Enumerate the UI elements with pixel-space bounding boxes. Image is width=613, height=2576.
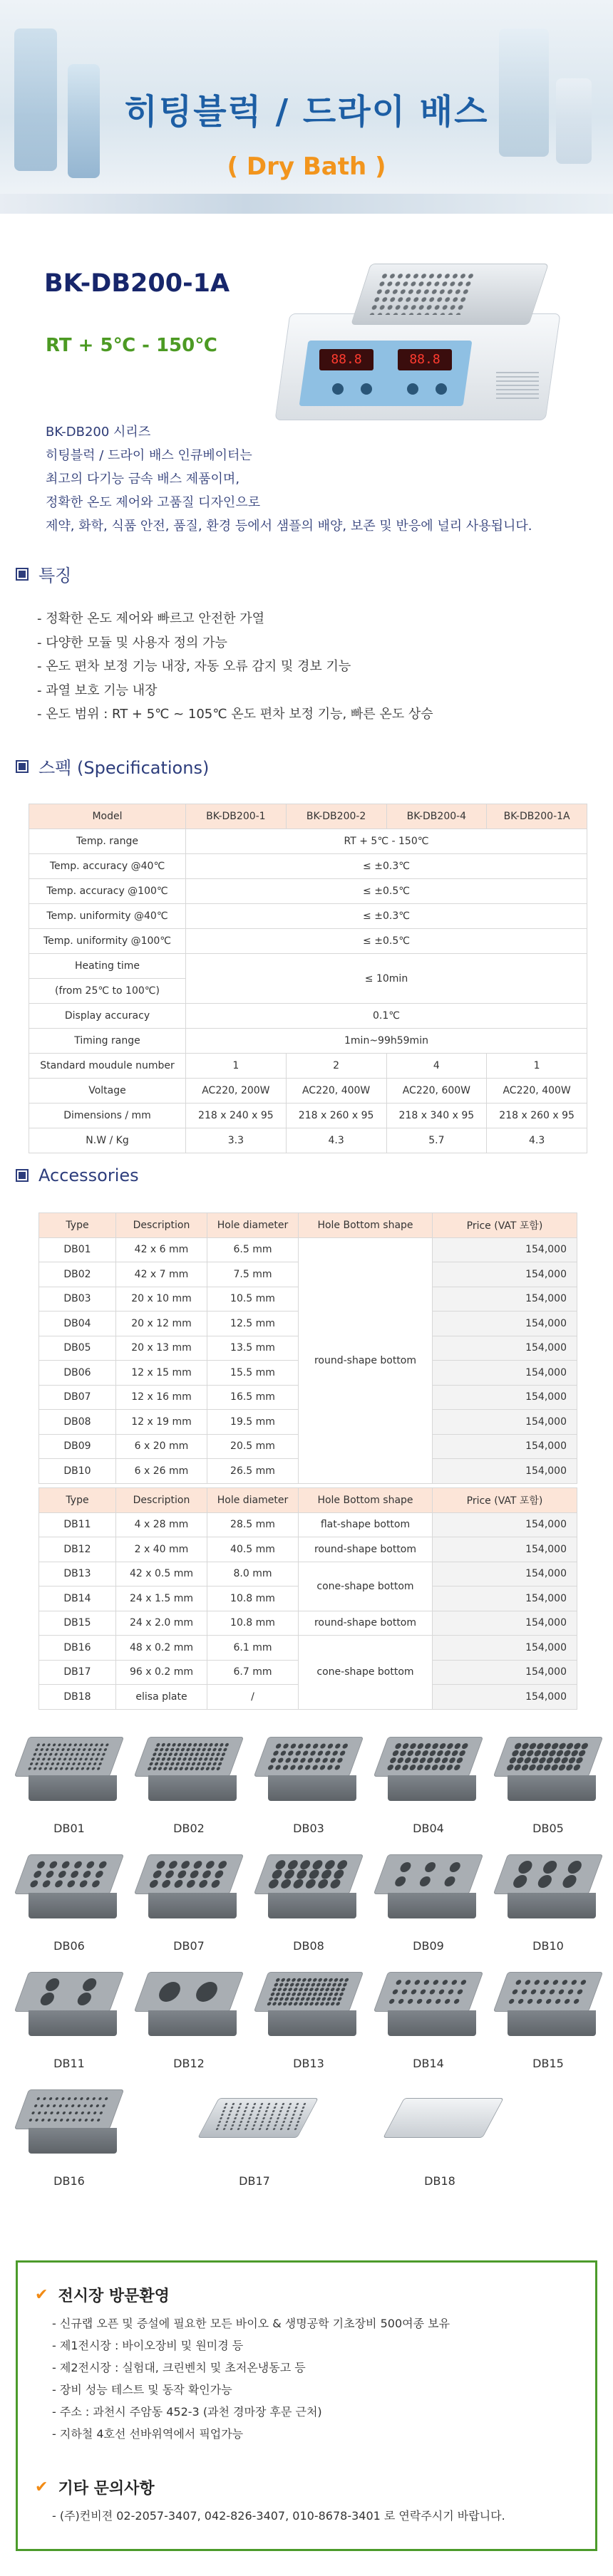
diameter-cell: 8.0 mm xyxy=(207,1562,299,1586)
type-cell: DB06 xyxy=(39,1361,116,1386)
description-cell: 20 x 13 mm xyxy=(116,1336,207,1361)
type-cell: DB12 xyxy=(39,1537,116,1562)
row-label: Heating time xyxy=(29,954,186,979)
price-cell: 154,000 xyxy=(433,1636,577,1661)
row-label: Temp. uniformity @100℃ xyxy=(29,929,186,954)
intro-line: 정확한 온도 제어와 고품질 디자인으로 xyxy=(46,495,261,510)
table-cell: 1 xyxy=(186,1054,287,1079)
block-shape xyxy=(261,1972,356,2037)
block-side xyxy=(29,2010,117,2036)
type-cell: DB14 xyxy=(39,1586,116,1611)
price-cell: 154,000 xyxy=(433,1611,577,1636)
table-cell: AC220, 400W xyxy=(487,1079,587,1103)
type-cell: DB09 xyxy=(39,1434,116,1459)
accessories-table-2 xyxy=(38,1487,577,1710)
description-cell: elisa plate xyxy=(116,1685,207,1710)
column-header: Hole diameter xyxy=(207,1213,299,1238)
notice-item: - 지하철 4호선 선바위역에서 픽업가능 xyxy=(52,2427,244,2441)
diameter-cell: 10.5 mm xyxy=(207,1287,299,1312)
column-header: Model xyxy=(29,804,186,829)
block-holes xyxy=(26,1860,111,1889)
price-cell: 154,000 xyxy=(433,1385,577,1410)
panel-button-icon xyxy=(361,383,372,395)
type-cell: DB07 xyxy=(39,1385,116,1410)
table-row xyxy=(29,854,587,879)
type-cell: DB05 xyxy=(39,1336,116,1361)
diameter-cell: 16.5 mm xyxy=(207,1385,299,1410)
specs-heading xyxy=(17,754,209,779)
heating-block-db04 xyxy=(375,1724,482,1838)
table-row xyxy=(29,879,587,904)
block-label: DB10 xyxy=(532,1939,564,1953)
features-heading xyxy=(17,561,71,586)
table-cell: ≤ 10min xyxy=(186,954,587,1004)
table-cell: 1min~99h59min xyxy=(186,1029,587,1054)
column-header: BK-DB200-1A xyxy=(487,804,587,829)
table-row xyxy=(39,1636,577,1661)
table-header-row xyxy=(39,1488,577,1513)
block-holes xyxy=(266,1978,351,2006)
accessories-heading xyxy=(17,1165,139,1185)
block-shape xyxy=(141,1737,237,1802)
block-shape xyxy=(500,1737,596,1802)
block-label: DB13 xyxy=(293,2057,324,2070)
table-row xyxy=(39,1237,577,1262)
block-shape xyxy=(261,1854,356,1920)
block-label: DB09 xyxy=(413,1939,444,1953)
block-holes xyxy=(26,2095,111,2124)
block-label: DB12 xyxy=(173,2057,205,2070)
description-cell: 24 x 2.0 mm xyxy=(116,1611,207,1636)
block-holes xyxy=(266,1860,351,1889)
block-label: DB11 xyxy=(53,2057,85,2070)
shape-cell: round-shape bottom xyxy=(299,1237,433,1483)
intro-line: 최고의 다기능 금속 배스 제품이며, xyxy=(46,472,240,487)
diameter-cell: 40.5 mm xyxy=(207,1537,299,1562)
price-cell: 154,000 xyxy=(433,1660,577,1685)
column-header: Hole diameter xyxy=(207,1488,299,1513)
description-cell: 24 x 1.5 mm xyxy=(116,1586,207,1611)
block-holes xyxy=(146,1860,231,1889)
notice-item: - (주)컨비젼 02-2057-3407, 042-826-3407, 010-8678-3401 로 연락주시기 바랍니다. xyxy=(52,2509,505,2523)
row-label: Temp. accuracy @100℃ xyxy=(29,879,186,904)
column-header: BK-DB200-2 xyxy=(286,804,386,829)
price-cell: 154,000 xyxy=(433,1562,577,1586)
description-cell: 96 x 0.2 mm xyxy=(116,1660,207,1685)
price-cell: 154,000 xyxy=(433,1512,577,1537)
heating-block-db16 xyxy=(16,2077,123,2191)
block-shape xyxy=(500,1854,596,1920)
section-title: 스펙 (Specifications) xyxy=(38,758,210,778)
panel-button-icon xyxy=(407,383,418,395)
row-label: Dimensions / mm xyxy=(29,1103,186,1128)
block-side xyxy=(29,1775,117,1801)
type-cell: DB16 xyxy=(39,1636,116,1661)
price-cell: 154,000 xyxy=(433,1459,577,1484)
type-cell: DB01 xyxy=(39,1237,116,1262)
column-header: Description xyxy=(116,1213,207,1238)
diameter-cell: 19.5 mm xyxy=(207,1410,299,1435)
table-cell: AC220, 400W xyxy=(286,1079,386,1103)
page-title: 히팅블럭 / 드라이 배스 xyxy=(124,92,489,132)
table-row xyxy=(39,1512,577,1537)
hero-banner xyxy=(0,0,613,214)
block-shape xyxy=(500,1972,596,2037)
block-holes xyxy=(386,1743,470,1771)
block-holes xyxy=(505,1860,590,1889)
table-cell: 4 xyxy=(386,1054,487,1079)
feature-item: - 온도 편차 보정 기능 내장, 자동 오류 감지 및 경보 기능 xyxy=(37,659,351,674)
table-row xyxy=(29,1004,587,1029)
block-label: DB01 xyxy=(53,1822,85,1835)
table-cell: 0.1℃ xyxy=(186,1004,587,1029)
section-bullet-icon xyxy=(17,569,27,579)
banner-strip xyxy=(0,194,613,214)
block-holes xyxy=(213,2102,309,2131)
diameter-cell: 6.7 mm xyxy=(207,1660,299,1685)
description-cell: 4 x 28 mm xyxy=(116,1512,207,1537)
block-label: DB14 xyxy=(413,2057,444,2070)
table-row xyxy=(29,1029,587,1054)
table-row xyxy=(39,1562,577,1586)
feature-item: - 다양한 모듈 및 사용자 정의 가능 xyxy=(37,635,227,650)
shape-cell: cone-shape bottom xyxy=(299,1562,433,1611)
column-header: Price (VAT 포함) xyxy=(433,1213,577,1238)
type-cell: DB08 xyxy=(39,1410,116,1435)
table-cell: 4.3 xyxy=(286,1128,386,1153)
intro-line: 히팅블럭 / 드라이 배스 인큐베이터는 xyxy=(46,448,252,463)
heating-block xyxy=(368,272,474,315)
description-cell: 48 x 0.2 mm xyxy=(116,1636,207,1661)
block-shape xyxy=(21,2089,117,2155)
notice-item: - 신규랩 오픈 및 증설에 필요한 모든 바이오 & 생명공학 기초장비 500여종 보유 xyxy=(52,2317,450,2330)
notice-item: - 장비 성능 테스트 및 동작 확인가능 xyxy=(52,2383,232,2396)
block-holes xyxy=(505,1743,590,1771)
row-label: Standard moudule number xyxy=(29,1054,186,1079)
block-label: DB18 xyxy=(424,2174,455,2188)
block-side xyxy=(388,1775,476,1801)
row-label: Timing range xyxy=(29,1029,186,1054)
description-cell: 42 x 0.5 mm xyxy=(116,1562,207,1586)
type-cell: DB11 xyxy=(39,1512,116,1537)
notice-box xyxy=(16,2260,597,2551)
table-row xyxy=(29,829,587,854)
heating-block-db14 xyxy=(375,1959,482,2073)
shape-cell: cone-shape bottom xyxy=(299,1636,433,1710)
block-shape xyxy=(21,1737,117,1802)
column-header: Type xyxy=(39,1488,116,1513)
heating-block-db06 xyxy=(16,1842,123,1956)
intro-line: 제약, 화학, 식품 안전, 품질, 환경 등에서 샘플의 배양, 보존 및 반응에 널리 사용됩니다. xyxy=(46,519,532,534)
type-cell: DB13 xyxy=(39,1562,116,1586)
table-cell: ≤ ±0.3℃ xyxy=(186,854,587,879)
block-holes xyxy=(266,1743,351,1771)
visit-heading xyxy=(35,2284,170,2306)
description-cell: 20 x 12 mm xyxy=(116,1312,207,1336)
notice-item: - 제1전시장 : 바이오장비 및 원미경 등 xyxy=(52,2339,244,2352)
intro-line: BK-DB200 시리즈 xyxy=(46,425,151,440)
heating-block-db07 xyxy=(135,1842,242,1956)
block-holes xyxy=(386,1860,470,1889)
block-shape xyxy=(381,1854,476,1920)
heating-block-db09 xyxy=(375,1842,482,1956)
type-cell: DB18 xyxy=(39,1685,116,1710)
diameter-cell: 15.5 mm xyxy=(207,1361,299,1386)
diameter-cell: / xyxy=(207,1685,299,1710)
section-title: 특징 xyxy=(38,566,72,586)
type-cell: DB17 xyxy=(39,1660,116,1685)
check-icon: ✔ xyxy=(35,2286,48,2304)
heating-block-db05 xyxy=(495,1724,602,1838)
table-cell: AC220, 600W xyxy=(386,1079,487,1103)
vent-grille xyxy=(496,370,539,399)
block-shape xyxy=(21,1972,117,2037)
heating-block-db10 xyxy=(495,1842,602,1956)
description-cell: 20 x 10 mm xyxy=(116,1287,207,1312)
block-holes xyxy=(505,1978,590,2006)
row-label: (from 25℃ to 100℃) xyxy=(29,979,186,1004)
notice-item: - 제2전시장 : 실험대, 크린벤치 및 초저온냉동고 등 xyxy=(52,2361,306,2374)
heating-block-db13 xyxy=(255,1959,362,2073)
price-cell: 154,000 xyxy=(433,1434,577,1459)
price-cell: 154,000 xyxy=(433,1586,577,1611)
accessories-table-1 xyxy=(38,1212,577,1484)
feature-item: - 과열 보호 기능 내장 xyxy=(37,682,158,698)
diameter-cell: 7.5 mm xyxy=(207,1262,299,1287)
block-side xyxy=(268,1893,356,1918)
table-row xyxy=(29,1103,587,1128)
block-label: DB06 xyxy=(53,1939,85,1953)
section-bullet-icon xyxy=(17,1170,27,1180)
type-cell: DB15 xyxy=(39,1611,116,1636)
price-cell: 154,000 xyxy=(433,1361,577,1386)
panel-button-icon xyxy=(436,383,447,395)
price-cell: 154,000 xyxy=(433,1237,577,1262)
diameter-cell: 10.8 mm xyxy=(207,1611,299,1636)
shape-cell: round-shape bottom xyxy=(299,1537,433,1562)
block-label: DB04 xyxy=(413,1822,444,1835)
block-plate xyxy=(383,2098,504,2138)
row-label: N.W / Kg xyxy=(29,1128,186,1153)
description-cell: 12 x 16 mm xyxy=(116,1385,207,1410)
block-side xyxy=(29,1893,117,1918)
heating-block-db02 xyxy=(135,1724,242,1838)
column-header: Description xyxy=(116,1488,207,1513)
table-row xyxy=(29,904,587,929)
diameter-cell: 20.5 mm xyxy=(207,1434,299,1459)
block-label: DB02 xyxy=(173,1822,205,1835)
table-header-row xyxy=(39,1213,577,1238)
block-label: DB05 xyxy=(532,1822,564,1835)
block-label: DB17 xyxy=(239,2174,270,2188)
diameter-cell: 26.5 mm xyxy=(207,1459,299,1484)
block-holes xyxy=(146,1978,231,2006)
table-cell: 218 x 240 x 95 xyxy=(186,1103,287,1128)
feature-item: - 정확한 온도 제어와 빠르고 안전한 가열 xyxy=(37,611,265,626)
block-side xyxy=(388,1893,476,1918)
product-image xyxy=(282,256,582,427)
contact-list xyxy=(52,2505,505,2527)
heating-block-db17 xyxy=(201,2077,308,2191)
table-cell: 218 x 260 x 95 xyxy=(487,1103,587,1128)
model-name: BK-DB200-1A xyxy=(44,269,230,298)
section-title: Accessories xyxy=(38,1165,139,1185)
column-header: Price (VAT 포함) xyxy=(433,1488,577,1513)
block-side xyxy=(508,1893,596,1918)
description-cell: 6 x 26 mm xyxy=(116,1459,207,1484)
table-row xyxy=(29,1054,587,1079)
table-row xyxy=(29,1079,587,1103)
table-row xyxy=(29,954,587,979)
block-side xyxy=(268,2010,356,2036)
product-intro xyxy=(46,420,532,538)
row-label: Temp. range xyxy=(29,829,186,854)
heating-block-db12 xyxy=(135,1959,242,2073)
block-shape xyxy=(381,1737,476,1802)
block-side xyxy=(508,1775,596,1801)
column-header: Hole Bottom shape xyxy=(299,1488,433,1513)
description-cell: 12 x 19 mm xyxy=(116,1410,207,1435)
type-cell: DB02 xyxy=(39,1262,116,1287)
spec-table xyxy=(29,804,587,1153)
table-cell: ≤ ±0.5℃ xyxy=(186,879,587,904)
table-row xyxy=(29,929,587,954)
block-holes xyxy=(146,1743,231,1771)
price-cell: 154,000 xyxy=(433,1312,577,1336)
row-label: Voltage xyxy=(29,1079,186,1103)
panel-button-icon xyxy=(332,383,344,395)
feature-item: - 온도 범위 : RT + 5℃ ~ 105℃ 온도 편차 보정 기능, 빠른 온도 상승 xyxy=(37,707,433,722)
block-shape xyxy=(141,1972,237,2037)
table-cell: 218 x 340 x 95 xyxy=(386,1103,487,1128)
column-header: Type xyxy=(39,1213,116,1238)
notice-title: 전시장 방문환영 xyxy=(58,2287,170,2305)
table-cell: 5.7 xyxy=(386,1128,487,1153)
temperature-range: RT + 5℃ - 150℃ xyxy=(46,335,217,356)
price-cell: 154,000 xyxy=(433,1410,577,1435)
block-holes xyxy=(386,1978,470,2006)
block-holes xyxy=(26,1743,111,1771)
block-shape xyxy=(141,1854,237,1920)
type-cell: DB04 xyxy=(39,1312,116,1336)
diameter-cell: 28.5 mm xyxy=(207,1512,299,1537)
diameter-cell: 13.5 mm xyxy=(207,1336,299,1361)
features-list xyxy=(37,607,433,727)
table-cell: ≤ ±0.3℃ xyxy=(186,904,587,929)
block-side xyxy=(148,1775,237,1801)
table-cell: 1 xyxy=(487,1054,587,1079)
block-label: DB08 xyxy=(293,1939,324,1953)
led-display: 88.8 xyxy=(319,349,374,370)
row-label: Display accuracy xyxy=(29,1004,186,1029)
description-cell: 42 x 6 mm xyxy=(116,1237,207,1262)
diameter-cell: 12.5 mm xyxy=(207,1312,299,1336)
diameter-cell: 6.5 mm xyxy=(207,1237,299,1262)
block-side xyxy=(268,1775,356,1801)
block-label: DB03 xyxy=(293,1822,324,1835)
heating-block-db11 xyxy=(16,1959,123,2073)
description-cell: 12 x 15 mm xyxy=(116,1361,207,1386)
contact-heading xyxy=(35,2476,155,2498)
block-gallery xyxy=(16,1724,600,2223)
row-label: Temp. accuracy @40℃ xyxy=(29,854,186,879)
block-side xyxy=(148,2010,237,2036)
price-cell: 154,000 xyxy=(433,1262,577,1287)
notice-title: 기타 문의사항 xyxy=(58,2480,155,2498)
block-shape xyxy=(381,1972,476,2037)
price-cell: 154,000 xyxy=(433,1685,577,1710)
shape-cell: round-shape bottom xyxy=(299,1611,433,1636)
table-cell: ≤ ±0.5℃ xyxy=(186,929,587,954)
heating-block-db03 xyxy=(255,1724,362,1838)
table-row xyxy=(29,1128,587,1153)
led-display: 88.8 xyxy=(398,349,452,370)
type-cell: DB03 xyxy=(39,1287,116,1312)
table-row xyxy=(39,1611,577,1636)
price-cell: 154,000 xyxy=(433,1336,577,1361)
row-label: Temp. uniformity @40℃ xyxy=(29,904,186,929)
heating-block-db08 xyxy=(255,1842,362,1956)
diameter-cell: 6.1 mm xyxy=(207,1636,299,1661)
description-cell: 42 x 7 mm xyxy=(116,1262,207,1287)
block-shape xyxy=(261,1737,356,1802)
heating-block-db18 xyxy=(386,2077,493,2191)
table-cell: AC220, 200W xyxy=(186,1079,287,1103)
table-cell: 2 xyxy=(286,1054,386,1079)
column-header: BK-DB200-4 xyxy=(386,804,487,829)
heating-block-db15 xyxy=(495,1959,602,2073)
block-shape xyxy=(21,1854,117,1920)
diameter-cell: 10.8 mm xyxy=(207,1586,299,1611)
type-cell: DB10 xyxy=(39,1459,116,1484)
block-side xyxy=(388,2010,476,2036)
block-label: DB15 xyxy=(532,2057,564,2070)
price-cell: 154,000 xyxy=(433,1287,577,1312)
description-cell: 6 x 20 mm xyxy=(116,1434,207,1459)
column-header: Hole Bottom shape xyxy=(299,1213,433,1238)
block-label: DB07 xyxy=(173,1939,205,1953)
block-label: DB16 xyxy=(53,2174,85,2188)
block-side xyxy=(29,2128,117,2154)
table-header-row xyxy=(29,804,587,829)
table-cell: RT + 5℃ - 150℃ xyxy=(186,829,587,854)
shape-cell: flat-shape bottom xyxy=(299,1512,433,1537)
table-cell: 4.3 xyxy=(487,1128,587,1153)
visit-list xyxy=(52,2312,450,2445)
table-row xyxy=(39,1537,577,1562)
heating-block-db01 xyxy=(16,1724,123,1838)
table-cell: 218 x 260 x 95 xyxy=(286,1103,386,1128)
page-subtitle: ( Dry Bath ) xyxy=(227,152,386,181)
section-bullet-icon xyxy=(17,762,27,772)
block-holes xyxy=(26,1978,111,2006)
table-cell: 3.3 xyxy=(186,1128,287,1153)
price-cell: 154,000 xyxy=(433,1537,577,1562)
block-side xyxy=(148,1893,237,1918)
notice-item: - 주소 : 과천시 주암동 452-3 (과천 경마장 후문 근처) xyxy=(52,2405,322,2419)
description-cell: 2 x 40 mm xyxy=(116,1537,207,1562)
column-header: BK-DB200-1 xyxy=(186,804,287,829)
check-icon: ✔ xyxy=(35,2478,48,2496)
block-side xyxy=(508,2010,596,2036)
